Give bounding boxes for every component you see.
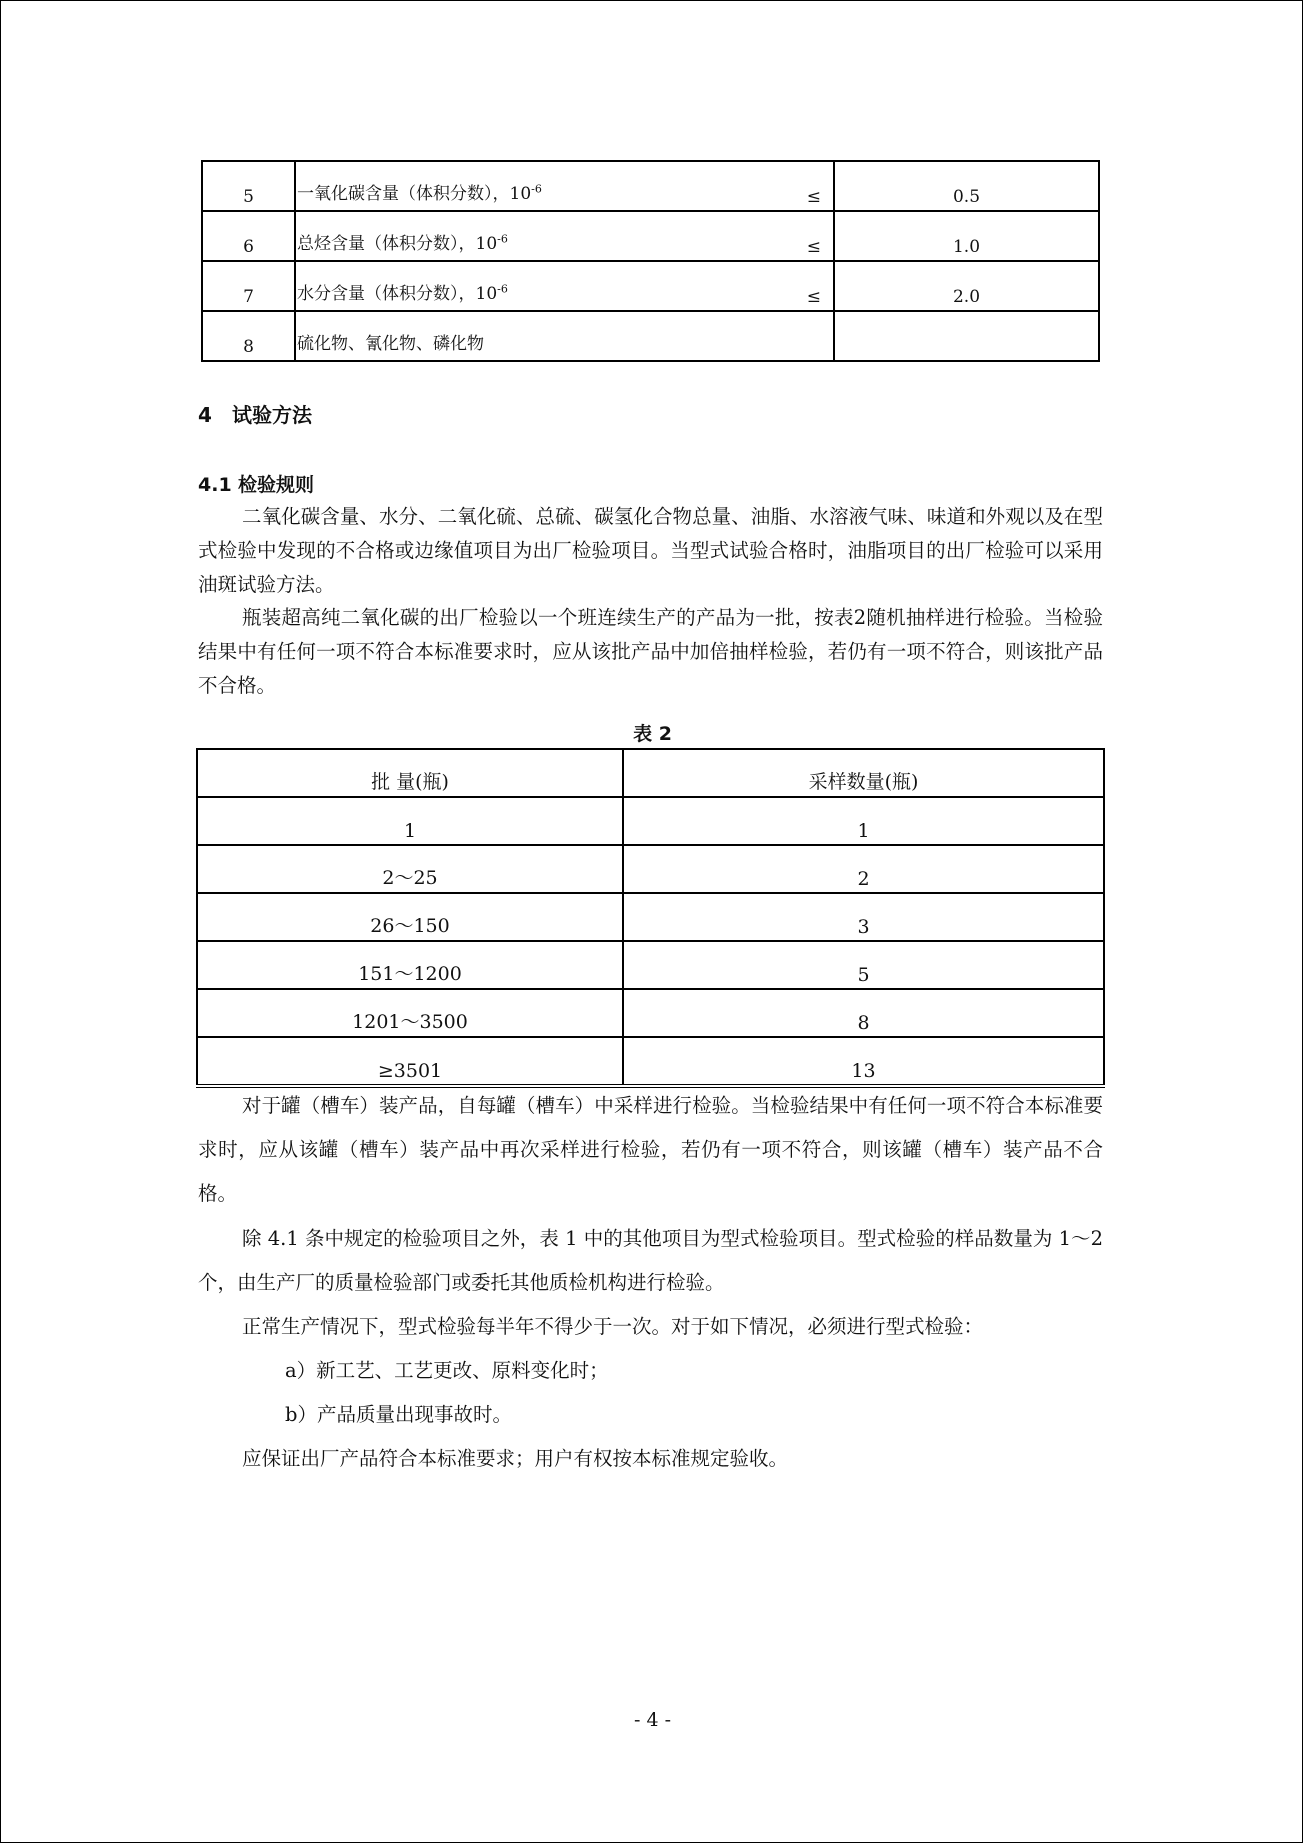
limit-value: 2.0: [834, 261, 1099, 311]
table-row: [202, 261, 1099, 311]
subsection-title: 检验规则: [238, 474, 315, 496]
table-2-sampling: [196, 748, 1105, 1088]
table-row: [197, 893, 1104, 941]
paragraph-batch-sampling: 瓶装超高纯二氧化碳的出厂检验以一个班连续生产的产品为一批，按表2随机抽样进行检验。当检验结果中有任何一项不符合本标准要求时，应从该批产品中加倍抽样检验，若仍有一项不符合，则该批产品不合格。: [198, 606, 1103, 697]
section-number: 4: [198, 403, 212, 427]
table-2-caption: 表 2: [633, 723, 672, 745]
table-row: [202, 311, 1099, 361]
item-name: 一氧化碳含量（体积分数），10: [297, 184, 532, 204]
limit-value: 0.5: [834, 161, 1099, 211]
row-number: 7: [202, 261, 295, 311]
sample-count-cell: 1: [623, 797, 1104, 845]
operator: ≤: [806, 187, 821, 207]
paragraph-type-inspection-frequency: 正常生产情况下，型式检验每半年不得少于一次。对于如下情况，必须进行型式检验：: [242, 1315, 984, 1338]
subsection-number: 4.1: [198, 474, 232, 496]
sample-count-cell: 3: [623, 893, 1104, 941]
item-name-cell: [295, 211, 834, 261]
limit-value: 1.0: [834, 211, 1099, 261]
column-header-batch: 批 量(瓶): [197, 749, 623, 797]
sample-count-cell: 5: [623, 941, 1104, 989]
row-number: 6: [202, 211, 295, 261]
table-row: [202, 161, 1099, 211]
list-item: b）产品质量出现事故时。: [285, 1403, 512, 1426]
table-row: [197, 1037, 1104, 1086]
paragraph-type-inspection-items: 除 4.1 条中规定的检验项目之外，表 1 中的其他项目为型式检验项目。型式检验的样品数量为 1～2 个，由生产厂的质量检验部门或委托其他质检机构进行检验。: [198, 1227, 1103, 1294]
item-name-cell: [295, 311, 834, 361]
item-name-cell: [295, 161, 834, 211]
section-title: 试验方法: [232, 403, 312, 427]
item-name: 水分含量（体积分数），10: [297, 284, 498, 304]
list-item: a）新工艺、工艺更改、原料变化时；: [285, 1359, 609, 1382]
table-row: [197, 989, 1104, 1037]
sample-count-cell: 13: [623, 1037, 1104, 1086]
page-number: - 4 -: [633, 1709, 671, 1731]
item-name-cell: [295, 261, 834, 311]
row-number: 5: [202, 161, 295, 211]
exponent: -6: [497, 282, 508, 296]
batch-size-cell: 1: [197, 797, 623, 845]
table-row: [197, 845, 1104, 893]
table-1-continuation: [201, 160, 1100, 362]
batch-size-cell: 2～25: [197, 845, 623, 893]
table-row: [197, 941, 1104, 989]
table-row: [202, 211, 1099, 261]
paragraph-acceptance: 应保证出厂产品符合本标准要求；用户有权按本标准规定验收。: [242, 1447, 789, 1470]
batch-size-cell: ≥3501: [197, 1037, 623, 1086]
paragraph-factory-inspection-items: 二氧化碳含量、水分、二氧化硫、总硫、碳氢化合物总量、油脂、水溶液气味、味道和外观以及在型式检验中发现的不合格或边缘值项目为出厂检验项目。当型式试验合格时，油脂项目的出厂检验可以采用油斑试验方法。: [198, 505, 1103, 596]
batch-size-cell: 26～150: [197, 893, 623, 941]
operator: ≤: [806, 287, 821, 307]
exponent: -6: [531, 182, 542, 196]
sample-count-cell: 8: [623, 989, 1104, 1037]
operator: ≤: [806, 237, 821, 257]
column-header-sample-count: 采样数量(瓶): [623, 749, 1104, 797]
sample-count-cell: 2: [623, 845, 1104, 893]
paragraph-tank-sampling: 对于罐（槽车）装产品，自每罐（槽车）中采样进行检验。当检验结果中有任何一项不符合本标准要求时，应从该罐（槽车）装产品中再次采样进行检验，若仍有一项不符合，则该罐（槽车）装产品不合格。: [198, 1094, 1103, 1205]
exponent: -6: [497, 232, 508, 246]
item-name: 硫化物、氰化物、磷化物: [297, 334, 484, 354]
batch-size-cell: 1201～3500: [197, 989, 623, 1037]
subsection-heading: [198, 470, 314, 497]
batch-size-cell: 151～1200: [197, 941, 623, 989]
table-header-row: [197, 749, 1104, 797]
row-number: 8: [202, 311, 295, 361]
limit-value: [834, 311, 1099, 361]
item-name: 总烃含量（体积分数），10: [297, 234, 498, 254]
table-row: [197, 797, 1104, 845]
section-heading: [198, 399, 312, 428]
